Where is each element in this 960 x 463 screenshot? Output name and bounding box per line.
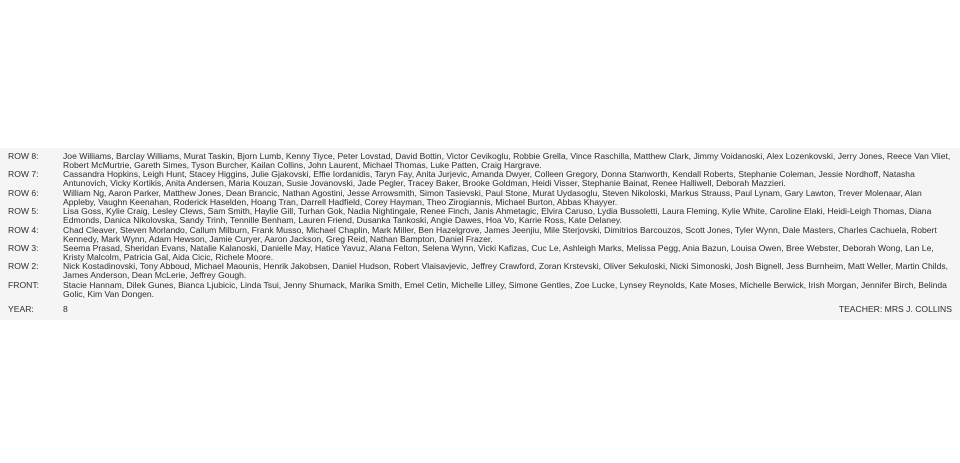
row-names: Seema Prasad, Sheridan Evans, Natalie Kalanoski, Danielle May, Hatice Yavuz, Alana Felton, Selena Wynn, Vicki Kafizas, Cuc Le, Ashleigh Marks, Melissa Pegg, Ania Bazun, Louisa Owen, Bree Webster, Deborah Wong, Lan Le, Kristy Malcolm, Patricia Gal, Aida Cicic, Richele Moore.	[63, 242, 934, 262]
row-2	[8, 262, 958, 280]
row-4	[8, 226, 958, 244]
row-6	[8, 189, 958, 207]
caption-footer	[8, 305, 952, 314]
row-5	[8, 207, 958, 225]
row-names: Cassandra Hopkins, Leigh Hunt, Stacey Higgins, Julie Gjakovski, Effie Iordanidis, Taryn Fay, Anita Jurjevic, Amanda Dwyer, Colleen Gregory, Donna Stanworth, Kendall Roberts, Stephanie Coleman, Jessie Nordhoff, Natasha Antunovich, Vicky Kortikis, Anita Andersen, Maria Kouzan, Susie Jovanovski, Jade Pegler, Tracey Baker, Brooke Goldman, Heidi Visser, Stephanie Bainat, Renee Halliwell, Deborah Mazzieri.	[63, 169, 915, 189]
year-value: 8	[63, 304, 68, 314]
row-names: Joe Williams, Barclay Williams, Murat Taskin, Bjorn Lumb, Kenny Tiyce, Peter Lovstad, David Bottin, Victor Cevikoglu, Robbie Grella, Vince Raschilla, Matthew Clark, Jimmy Voidanoski, Alex Lozenkovski, Jerry Jones, Reece Van Vliet, Robert McMurtrie, Gareth Simes, Tyson Burcher, Kailan Collins, John Laurent, Michael Thomas, Luke Patten, Craig Hargrave.	[63, 151, 951, 171]
row-label: ROW 5:	[8, 206, 39, 217]
teacher-name: TEACHER: MRS J. COLLINS	[838, 304, 952, 314]
row-names: Chad Cleaver, Steven Morlando, Callum Milburn, Frank Musso, Michael Chaplin, Mark Miller, Ben Hazelgrove, James Jeenjiu, Mile Sterjovski, Dimitrios Barcouzos, Scott Jones, Tyler Wynn, Dale Masters, Charles Cachuela, Robert Kennedy, Mark Wynn, Adam Hewson, Jamie Curyer, Aaron Jackson, Greg Reid, Nathan Bampton, Daniel Frazer.	[63, 224, 937, 244]
caption-rows	[8, 152, 958, 299]
row-names: Lisa Goss, Kylie Craig, Lesley Clews, Sam Smith, Haylie Gill, Turhan Gok, Nadia Nightingale, Renee Finch, Janis Ahmetagic, Elvira Caruso, Lydia Bussoletti, Laura Fleming, Kylie White, Caroline Elaki, Heidi-Leigh Thomas, Diana Edmonds, Danica Nikolovska, Sandy Trinh, Tennille Benham, Lauren Friend, Dusanka Tankoski, Angie Dawes, Hoa Vo, Karrie Ross, Kate Delaney.	[63, 206, 932, 226]
row-label: ROW 4:	[8, 224, 39, 235]
row-label: ROW 8:	[8, 151, 39, 161]
row-7	[8, 170, 958, 188]
row-8	[8, 152, 958, 170]
row-label: ROW 2:	[8, 261, 39, 272]
row-3	[8, 244, 958, 262]
row-names: Stacie Hannam, Dilek Gunes, Bianca Ljubicic, Linda Tsui, Jenny Shumack, Marika Smith, Emel Cetin, Michelle Lilley, Simone Gentles, Zoe Lucke, Lynsey Reynolds, Kate Moses, Michelle Berwick, Irish Morgan, Jennifer Birch, Belinda Golic, Kim Van Dongen.	[63, 279, 947, 299]
row-label: FRONT:	[8, 279, 40, 290]
row-front	[8, 281, 958, 299]
year-label: YEAR:	[8, 304, 34, 314]
row-label: ROW 3:	[8, 242, 39, 253]
row-names: Nick Kostadinovski, Tony Abboud, Michael Maounis, Henrik Jakobsen, Daniel Hudson, Robert Vlaisavjevic, Jeffrey Crawford, Zoran Krstevski, Oliver Sekuloski, Nicki Simonoski, Josh Bignell, Jess Burnheim, Matt Weller, Martin Childs, James Anderson, Dean McLerie, Jeffrey Gough.	[63, 261, 949, 281]
row-names: William Ng, Aaron Parker, Matthew Jones, Dean Brancic, Nathan Agostini, Jesse Arrowsmith, Simon Tasievski, Paul Stone, Murat Uydasoglu, Steven Nikoloski, Markus Strauss, Paul Lynam, Gary Lawton, Trever Molenaar, Alan Appleby, Vaughn Keenahan, Roderick Haselden, Hoang Tran, Darrell Hadfield, Corey Hayman, Theo Zirogiannis, Michael Burton, Abbas Khayyer.	[63, 187, 922, 207]
row-label: ROW 6:	[8, 187, 39, 198]
row-label: ROW 7:	[8, 169, 39, 180]
